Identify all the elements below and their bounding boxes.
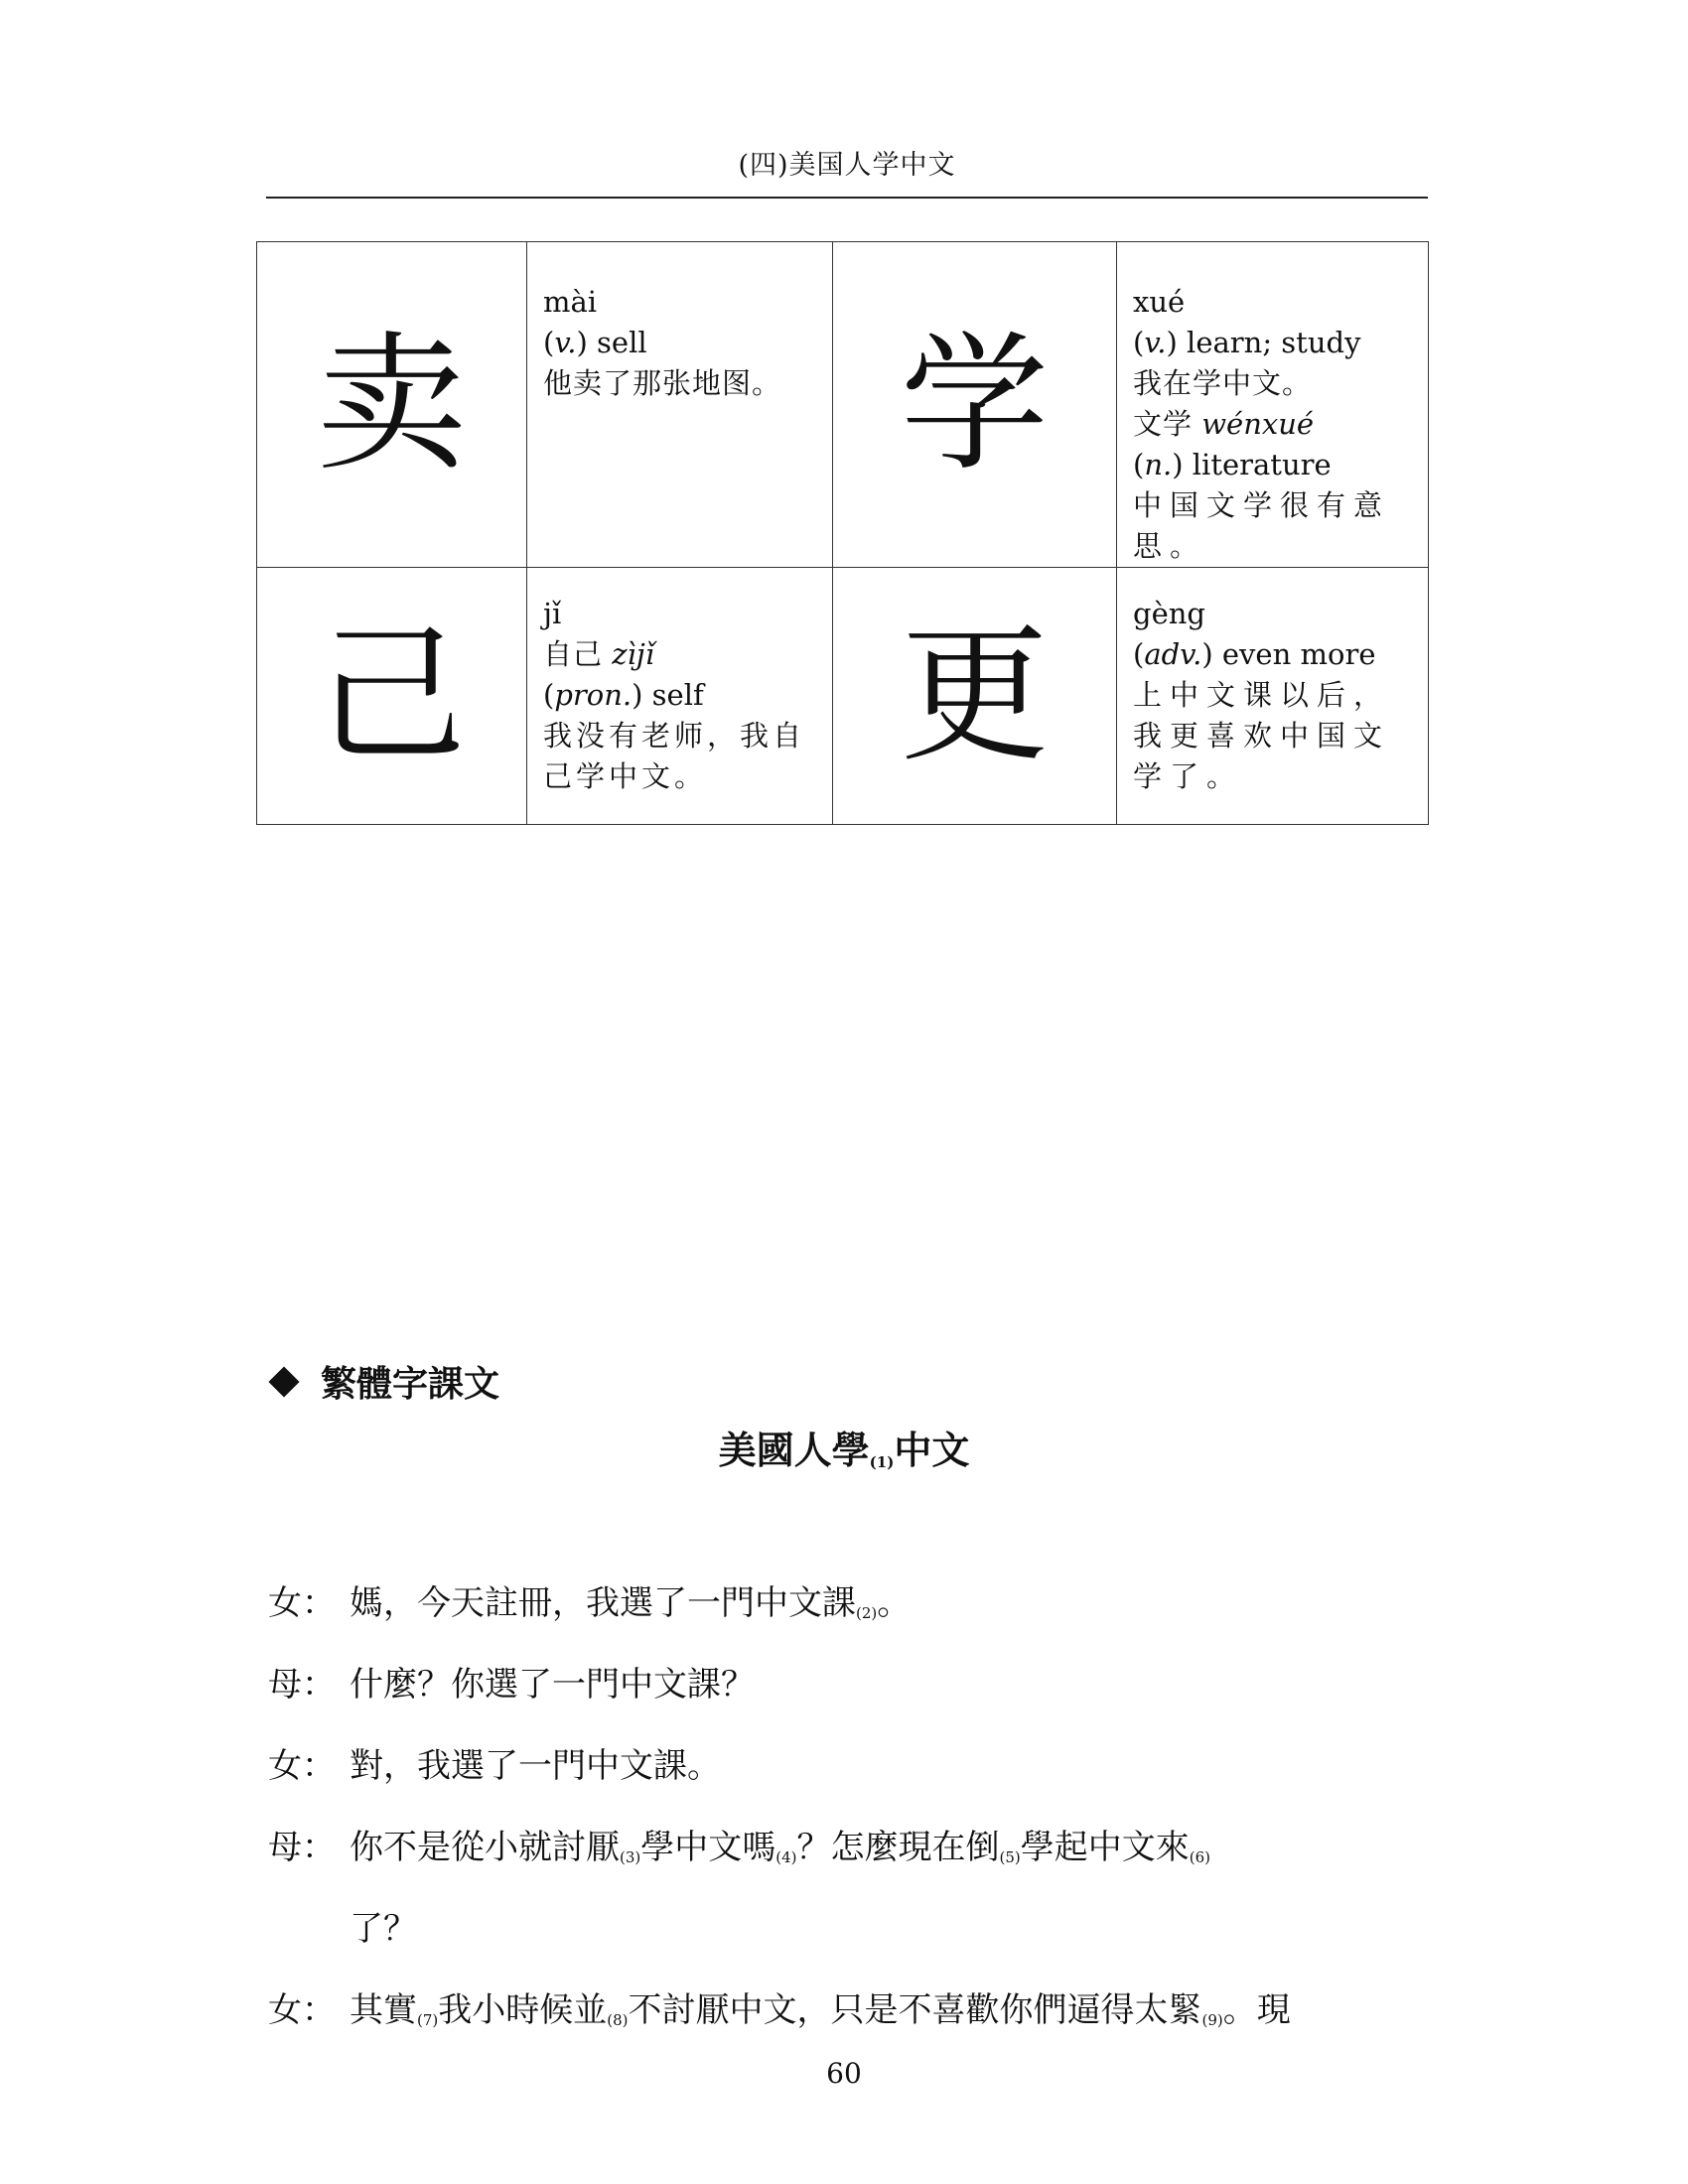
pinyin: xué bbox=[1133, 285, 1186, 319]
dialog-segment: 學起中文來 bbox=[1020, 1827, 1190, 1867]
part-of-speech: adv. bbox=[1144, 637, 1202, 671]
meaning: self bbox=[651, 678, 704, 712]
example-sentence: 上中文课以后，我更喜欢中国文学了。 bbox=[1133, 678, 1391, 793]
compound-line bbox=[543, 634, 818, 675]
footnote-marker: (2) bbox=[856, 1603, 878, 1622]
dialog-line bbox=[268, 1966, 1440, 2047]
vocab-char: 更 bbox=[833, 568, 1117, 825]
meaning-line: (pron.) self bbox=[543, 678, 704, 712]
diamond-bullet-icon bbox=[268, 1366, 299, 1397]
speaker-label: 母： bbox=[268, 1664, 336, 1705]
page-number: 60 bbox=[826, 2057, 862, 2090]
dialog-line bbox=[268, 1884, 1440, 1966]
lesson-title-part: 中文 bbox=[894, 1428, 970, 1472]
dialog-text-line bbox=[350, 1820, 1210, 1868]
vocab-char: 己 bbox=[257, 568, 527, 825]
dialog-segment: 對，我選了一門中文課。 bbox=[350, 1745, 721, 1786]
lesson-title-part: 美國人學 bbox=[718, 1428, 870, 1472]
part-of-speech: v. bbox=[1144, 326, 1167, 359]
meaning-line: (v.) learn; study bbox=[1133, 326, 1361, 359]
vocab-definition bbox=[527, 568, 833, 825]
dialog-segment: 學中文嗎 bbox=[640, 1827, 776, 1867]
dialog-text-line bbox=[350, 1982, 1291, 2031]
meaning: learn; study bbox=[1187, 326, 1361, 359]
vocab-row bbox=[257, 568, 1429, 825]
example-sentence: 我在学中文。 bbox=[1133, 366, 1313, 400]
vocab-definition bbox=[527, 242, 833, 568]
speaker-label: 女： bbox=[268, 1745, 336, 1786]
example-sentence: 他卖了那张地图。 bbox=[543, 366, 782, 400]
example-sentence: 中国文学很有意思。 bbox=[1133, 488, 1391, 563]
part-of-speech: v. bbox=[554, 326, 577, 359]
compound-word: 文学 bbox=[1133, 407, 1194, 441]
dialog-line bbox=[268, 1803, 1440, 1884]
footnote-marker: (9) bbox=[1201, 2010, 1223, 2029]
meaning-line: (n.) literature bbox=[1133, 448, 1332, 481]
compound-line bbox=[1133, 404, 1414, 445]
vocab-table bbox=[256, 241, 1429, 825]
dialog-segment: 。現 bbox=[1222, 1989, 1291, 2030]
dialog-segment: 了？ bbox=[350, 1908, 417, 1949]
footnote-marker: (3) bbox=[620, 1847, 641, 1866]
footnote-marker: (5) bbox=[999, 1847, 1021, 1866]
vocab-definition bbox=[1117, 568, 1429, 825]
footnote-marker: (6) bbox=[1189, 1847, 1210, 1866]
dialog-line bbox=[268, 1559, 1440, 1640]
lesson-title bbox=[0, 1420, 1688, 1474]
footnote-marker: (8) bbox=[607, 2010, 629, 2029]
meaning-line: (v.) sell bbox=[543, 326, 647, 359]
meaning-line: (adv.) even more bbox=[1133, 637, 1376, 671]
pinyin: mài bbox=[543, 285, 598, 319]
example-sentence: 我没有老师，我自己学中文。 bbox=[543, 719, 806, 793]
section-heading bbox=[273, 1356, 499, 1407]
pinyin: gèng bbox=[1133, 597, 1205, 630]
dialog-text bbox=[268, 1559, 1440, 2047]
compound-pinyin: wénxué bbox=[1201, 407, 1315, 441]
dialog-segment: 媽，今天註冊，我選了一門中文課 bbox=[350, 1582, 856, 1623]
compound-word: 自己 bbox=[543, 637, 604, 671]
vocab-char: 卖 bbox=[257, 242, 527, 568]
part-of-speech: pron. bbox=[554, 678, 633, 712]
footnote-marker: (1) bbox=[869, 1453, 895, 1471]
dialog-segment: ？怎麼現在倒 bbox=[796, 1827, 1000, 1867]
meaning: even more bbox=[1221, 637, 1376, 671]
vocab-row bbox=[257, 242, 1429, 568]
footnote-marker: (7) bbox=[417, 2010, 439, 2029]
header-rule bbox=[266, 197, 1428, 199]
footnote-marker: (4) bbox=[775, 1847, 797, 1866]
pinyin: jǐ bbox=[543, 597, 562, 630]
speaker-label: 女： bbox=[268, 1989, 336, 2030]
speaker-label: 母： bbox=[268, 1827, 336, 1867]
dialog-segment: 什麼？你選了一門中文課？ bbox=[350, 1664, 755, 1705]
section-heading-text: 繁體字課文 bbox=[321, 1363, 500, 1405]
part-of-speech: n. bbox=[1144, 448, 1173, 481]
meaning: literature bbox=[1192, 448, 1332, 481]
vocab-char: 学 bbox=[833, 242, 1117, 568]
dialog-line bbox=[268, 1721, 1440, 1803]
dialog-segment: 我小時候並 bbox=[438, 1989, 608, 2030]
speaker-label: 女： bbox=[268, 1582, 336, 1623]
dialog-segment: 不討厭中文，只是不喜歡你們逼得太緊 bbox=[628, 1989, 1202, 2030]
dialog-text-line bbox=[350, 1575, 911, 1624]
dialog-line bbox=[268, 1640, 1440, 1721]
dialog-segment: 其實 bbox=[350, 1989, 417, 2030]
compound-pinyin: zìjǐ bbox=[612, 637, 655, 671]
running-header: (四)美国人学中文 bbox=[738, 150, 956, 181]
dialog-segment: 。 bbox=[877, 1582, 912, 1623]
meaning: sell bbox=[597, 326, 647, 359]
vocab-definition bbox=[1117, 242, 1429, 568]
dialog-segment: 你不是從小就討厭 bbox=[350, 1827, 620, 1867]
